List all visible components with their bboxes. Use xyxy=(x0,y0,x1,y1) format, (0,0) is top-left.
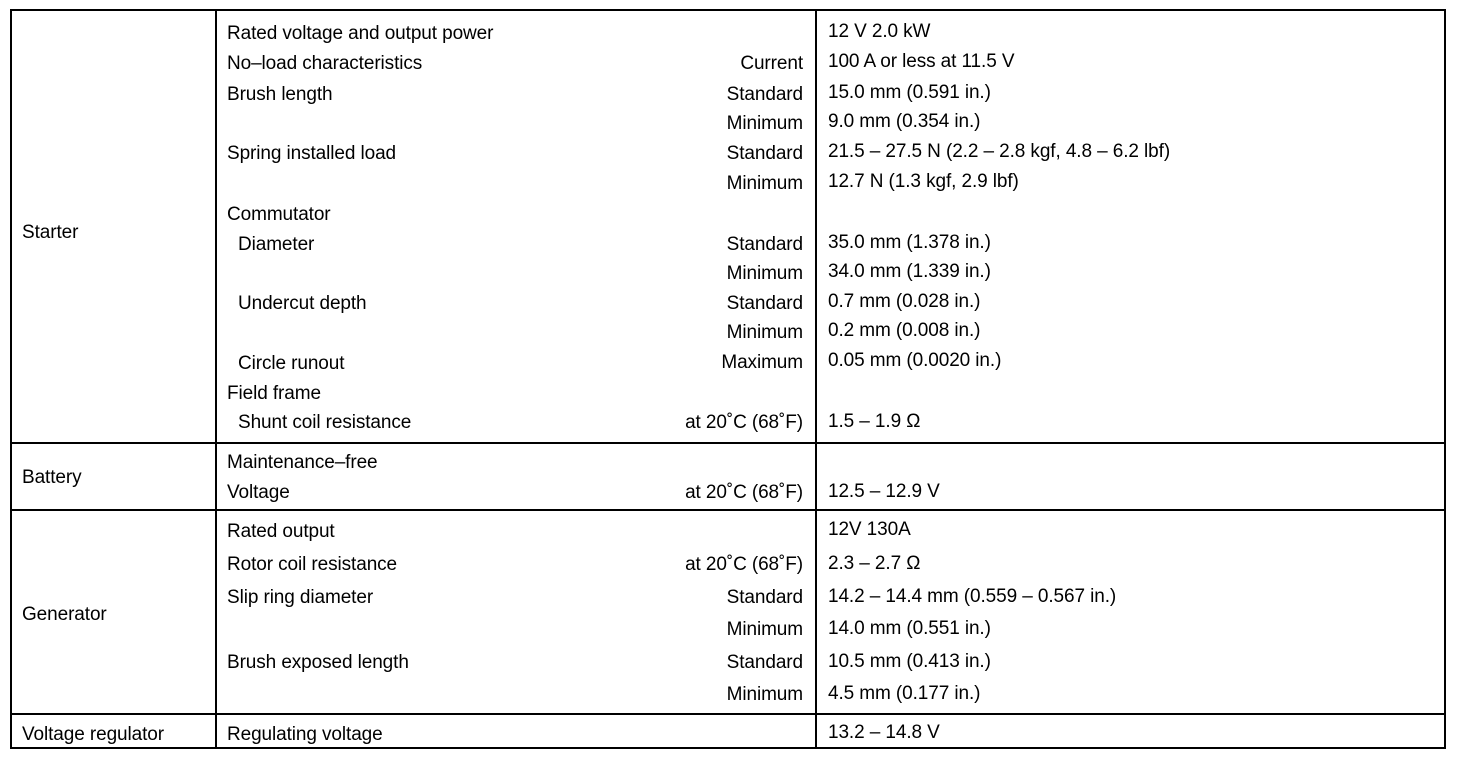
row-value: 4.5 mm (0.177 in.) xyxy=(828,683,981,704)
row-item: Brush exposed length xyxy=(227,652,409,673)
row-qualifier: Current xyxy=(740,53,803,74)
row-qualifier: Standard xyxy=(726,143,803,164)
row-value: 100 A or less at 11.5 V xyxy=(828,51,1015,72)
row-item: No–load characteristics xyxy=(227,53,423,74)
row-value: 12V 130A xyxy=(828,519,911,540)
row-qualifier: Standard xyxy=(726,652,803,673)
row-value: 9.0 mm (0.354 in.) xyxy=(828,111,981,132)
row-qualifier: Minimum xyxy=(726,173,803,194)
row-qualifier: Standard xyxy=(726,587,803,608)
row-item: Brush length xyxy=(227,84,333,105)
row-item: Voltage xyxy=(227,482,290,503)
row-item: Shunt coil resistance xyxy=(238,412,412,433)
row-qualifier: at 20˚C (68˚F) xyxy=(685,554,803,575)
row-item: Undercut depth xyxy=(238,293,367,314)
row-qualifier: at 20˚C (68˚F) xyxy=(685,412,803,433)
section-label-starter: Starter xyxy=(22,222,79,243)
column-divider-2 xyxy=(815,9,817,749)
row-item: Slip ring diameter xyxy=(227,587,374,608)
row-item: Maintenance–free xyxy=(227,452,378,473)
column-divider-1 xyxy=(215,9,217,749)
row-qualifier: Standard xyxy=(726,234,803,255)
row-value: 34.0 mm (1.339 in.) xyxy=(828,261,991,282)
row-item: Circle runout xyxy=(238,353,345,374)
section-divider-regulator xyxy=(10,713,1446,715)
row-item: Regulating voltage xyxy=(227,724,383,745)
row-value: 0.2 mm (0.008 in.) xyxy=(828,320,981,341)
row-qualifier: at 20˚C (68˚F) xyxy=(685,482,803,503)
section-label-battery: Battery xyxy=(22,467,82,488)
row-qualifier: Minimum xyxy=(726,113,803,134)
row-qualifier: Minimum xyxy=(726,322,803,343)
row-qualifier: Maximum xyxy=(721,352,803,373)
row-item: Rated output xyxy=(227,521,335,542)
row-qualifier: Standard xyxy=(726,293,803,314)
row-qualifier: Standard xyxy=(726,84,803,105)
row-value: 2.3 – 2.7 Ω xyxy=(828,553,921,574)
row-item: Field frame xyxy=(227,383,321,404)
row-value: 0.05 mm (0.0020 in.) xyxy=(828,350,1002,371)
row-item: Commutator xyxy=(227,204,331,225)
row-value: 14.2 – 14.4 mm (0.559 – 0.567 in.) xyxy=(828,586,1117,607)
row-value: 0.7 mm (0.028 in.) xyxy=(828,291,981,312)
row-item: Spring installed load xyxy=(227,143,397,164)
row-item: Diameter xyxy=(238,234,315,255)
row-value: 14.0 mm (0.551 in.) xyxy=(828,618,991,639)
row-value: 12.5 – 12.9 V xyxy=(828,481,940,502)
section-label-regulator: Voltage regulator xyxy=(22,724,164,745)
row-value: 12.7 N (1.3 kgf, 2.9 lbf) xyxy=(828,171,1019,192)
row-value: 15.0 mm (0.591 in.) xyxy=(828,82,991,103)
row-item: Rated voltage and output power xyxy=(227,23,494,44)
section-divider-battery xyxy=(10,442,1446,444)
row-qualifier: Minimum xyxy=(726,619,803,640)
row-item: Rotor coil resistance xyxy=(227,554,398,575)
section-divider-generator xyxy=(10,509,1446,511)
row-value: 12 V 2.0 kW xyxy=(828,21,931,42)
section-label-generator: Generator xyxy=(22,604,107,625)
row-value: 10.5 mm (0.413 in.) xyxy=(828,651,991,672)
row-value: 1.5 – 1.9 Ω xyxy=(828,411,921,432)
row-value: 13.2 – 14.8 V xyxy=(828,722,940,743)
row-value: 35.0 mm (1.378 in.) xyxy=(828,232,991,253)
row-qualifier: Minimum xyxy=(726,684,803,705)
row-qualifier: Minimum xyxy=(726,263,803,284)
row-value: 21.5 – 27.5 N (2.2 – 2.8 kgf, 4.8 – 6.2 lbf) xyxy=(828,141,1171,162)
